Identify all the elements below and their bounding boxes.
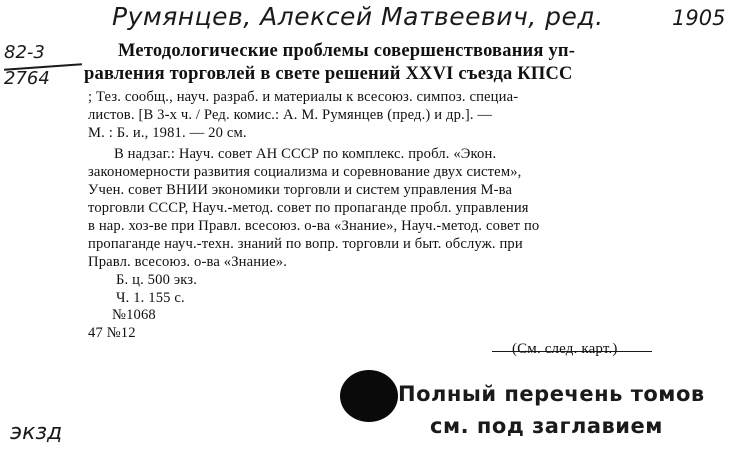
shelfmark-bottom: 2764 (4, 68, 50, 89)
note-line: в нар. хоз-ве при Правл. всесоюз. о-ва «Знание», Науч.-метод. совет по (88, 218, 540, 234)
price-line: Б. ц. 500 экз. (116, 272, 197, 288)
note-line: Учен. совет ВНИИ экономики торговли и систем управления М-ва (88, 182, 513, 198)
stamp-line-1: Полный перечень томов (398, 382, 705, 406)
handwritten-author-note: Румянцев, Алексей Матвеевич, ред. (112, 2, 604, 31)
stamp-line-2: см. под заглавием (430, 414, 663, 438)
see-next-card: (См. след. карт.) (512, 341, 618, 357)
description-line: ; Тез. сообщ., науч. разраб. и материалы к всесоюз. симпоз. специа- (88, 89, 519, 105)
note-line: Правл. всесоюз. о-ва «Знание». (88, 254, 288, 270)
note-line: закономерности развития социализма и соревнование двух систем», (88, 164, 522, 180)
note-line: пропаганде науч.-техн. знаний по вопр. торговли и быт. обслуж. при (88, 236, 523, 252)
card-number: №1068 (112, 307, 156, 323)
description-line: М. : Б. и., 1981. — 20 см. (88, 125, 247, 141)
title-line-2: равления торговлей в свете решений XXVI съезда КПСС (84, 64, 573, 84)
shelfmark-top: 82-3 (4, 42, 45, 63)
note-line: В надзаг.: Науч. совет АН СССР по комплекс. пробл. «Экон. (114, 146, 497, 162)
note-line: торговли СССР, Науч.-метод. совет по пропаганде пробл. управления (88, 200, 529, 216)
handwritten-year: 1905 (672, 6, 726, 30)
title-line-1: Методологические проблемы совершенствования уп- (118, 41, 576, 61)
ink-blot (340, 370, 398, 422)
part-line: Ч. 1. 155 с. (116, 290, 185, 306)
description-line: листов. [В 3-х ч. / Ред. комис.: А. М. Румянцев (пред.) и др.]. — (88, 107, 493, 123)
handwritten-bottom-note: экзд (10, 420, 63, 445)
card-code: 47 №12 (88, 325, 136, 341)
